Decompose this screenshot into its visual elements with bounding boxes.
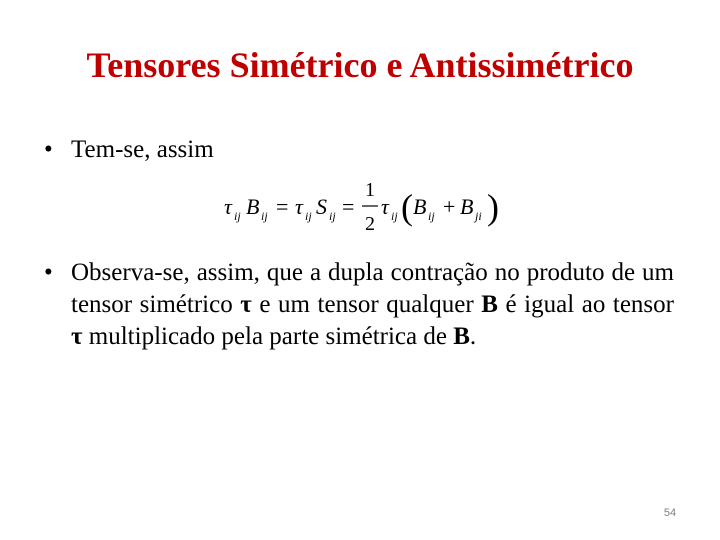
eq-B-2: B bbox=[413, 194, 427, 219]
eq-denominator: 2 bbox=[365, 213, 375, 235]
eq-sub-5: ij bbox=[391, 209, 398, 223]
eq-B-1: B bbox=[246, 194, 260, 219]
eq-sub-4: ij bbox=[329, 209, 336, 223]
eq-sub-2: ij bbox=[261, 209, 268, 223]
B-symbol: B bbox=[453, 323, 470, 350]
eq-sub-1: ij bbox=[234, 209, 241, 223]
eq-sub-6: ij bbox=[428, 209, 435, 223]
bullet-dot: • bbox=[44, 259, 53, 286]
eq-plus: + bbox=[443, 194, 456, 219]
B-symbol: B bbox=[481, 291, 498, 318]
tau-symbol: τ bbox=[71, 323, 83, 350]
eq-equals-2: = bbox=[342, 194, 355, 219]
eq-tau-3: τ bbox=[381, 194, 389, 219]
eq-equals-1: = bbox=[276, 194, 289, 219]
eq-sub-3: ij bbox=[305, 209, 312, 223]
tau-symbol: τ bbox=[240, 291, 252, 318]
text-fragment: . bbox=[469, 323, 477, 350]
text-fragment: é igual ao tensor bbox=[497, 291, 674, 318]
bullet-item bbox=[44, 134, 674, 166]
eq-S: S bbox=[316, 194, 327, 219]
eq-rparen: ) bbox=[487, 187, 499, 227]
eq-numerator: 1 bbox=[365, 179, 375, 201]
bullet-dot: • bbox=[44, 136, 53, 163]
eq-lparen: ( bbox=[401, 187, 413, 227]
bullet-item bbox=[44, 257, 674, 353]
text-fragment: multiplicado pela parte simétrica de bbox=[82, 323, 454, 350]
eq-sub-7: ji bbox=[475, 209, 482, 223]
eq-tau-2: τ bbox=[295, 194, 303, 219]
eq-tau-1: τ bbox=[224, 194, 232, 219]
text-fragment: Observa-se, assim, que a dupla contração no produto de um tensor simétrico bbox=[71, 259, 674, 318]
bullet-text: Tem-se, assim bbox=[71, 136, 214, 163]
slide-title: Tensores Simétrico e Antissimétrico bbox=[86, 45, 634, 85]
eq-B-3: B bbox=[460, 194, 474, 219]
page-number: 54 bbox=[663, 507, 677, 519]
bullet-text bbox=[71, 257, 674, 353]
text-fragment: e um tensor qualquer bbox=[251, 291, 482, 318]
equation bbox=[224, 176, 514, 238]
